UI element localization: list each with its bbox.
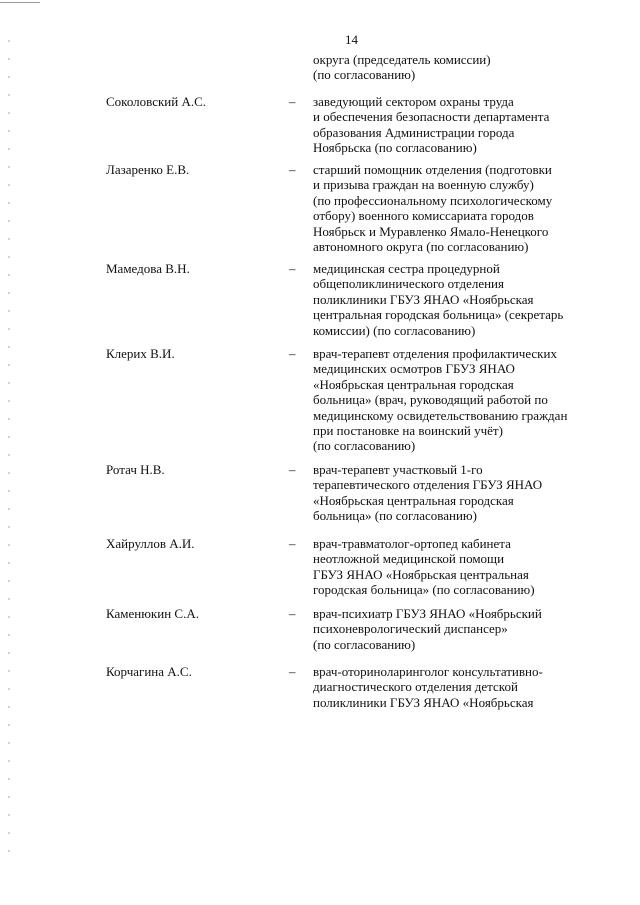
member-description: заведующий сектором охраны труда и обеспечения безопасности департамента образования Администрации города Ноябрьска (по согласованию) [313,94,550,156]
member-dash: – [289,346,296,361]
member-description: врач-оториноларинголог консультативно- диагностического отделения детской поликлиники ГБУЗ ЯНАО «Ноябрьская [313,664,543,710]
member-name: Клерих В.И. [106,346,175,361]
member-name: Лазаренко Е.В. [106,162,190,177]
member-dash: – [289,606,296,621]
member-name: Соколовский А.С. [106,94,207,109]
member-dash: – [289,536,296,551]
member-name: Мамедова В.Н. [106,261,190,276]
member-dash: – [289,94,296,109]
scan-margin-marks [8,40,10,860]
continuation-text: округа (председатель комиссии) (по согласованию) [313,52,491,83]
member-name: Хайруллов А.И. [106,536,195,551]
page-number: 14 [345,32,358,47]
scan-corner-line [0,2,40,3]
member-description: врач-травматолог-ортопед кабинета неотложной медицинской помощи ГБУЗ ЯНАО «Ноябрьская центральная городская больница» (по согласованию) [313,536,535,598]
member-description: врач-терапевт участковый 1-го терапевтического отделения ГБУЗ ЯНАО «Ноябрьская центральная городская больница» (по согласованию) [313,462,543,524]
member-dash: – [289,462,296,477]
member-description: старший помощник отделения (подготовки и призыва граждан на военную службу) (по профессиональному психологическому отбору) военного комиссариата городов Ноябрьск и Муравленко Ямало-Ненецкого автономного округа (по согласованию) [313,162,553,255]
member-dash: – [289,664,296,679]
member-name: Корчагина А.С. [106,664,192,679]
member-name: Каменюкин С.А. [106,606,199,621]
member-dash: – [289,261,296,276]
member-dash: – [289,162,296,177]
member-name: Ротач Н.В. [106,462,165,477]
member-description: врач-психиатр ГБУЗ ЯНАО «Ноябрьский психоневрологический диспансер» (по согласованию) [313,606,542,652]
member-description: медицинская сестра процедурной общеполиклинического отделения поликлиники ГБУЗ ЯНАО «Ноябрьская центральная городская больница» (секретарь комиссии) (по согласованию) [313,261,564,338]
member-description: врач-терапевт отделения профилактических медицинских осмотров ГБУЗ ЯНАО «Ноябрьская центральная городская больница» (врач, руководящий работой по медицинскому освидетельствованию граждан при постановке на воинский учёт) (по согласованию) [313,346,568,454]
